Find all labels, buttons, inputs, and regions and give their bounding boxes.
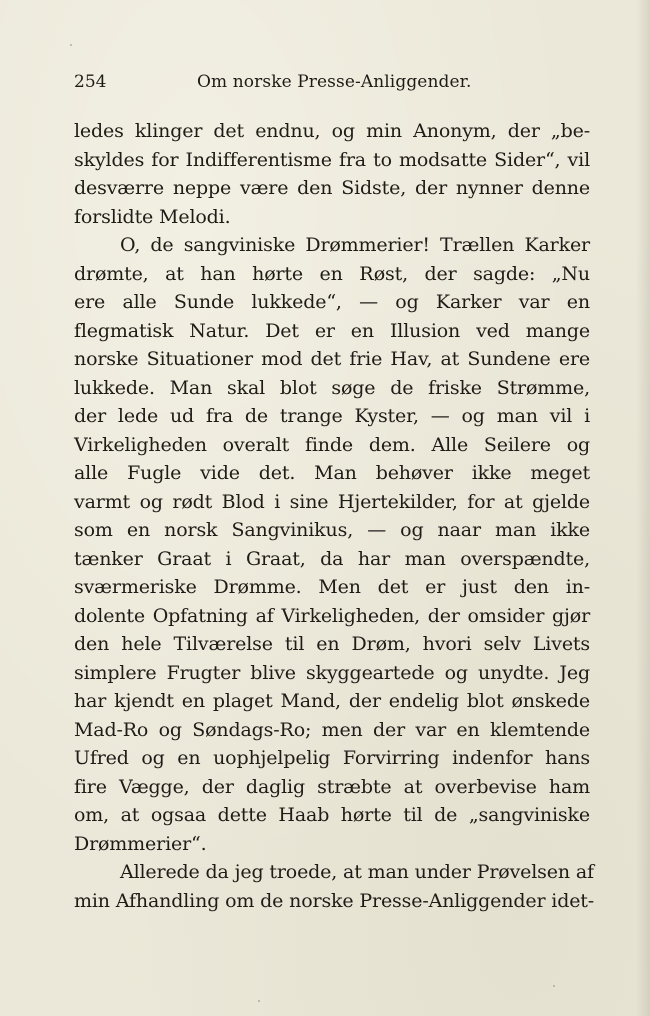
text-line: alle Fugle vide det. Man behøver ikke meget [74, 462, 590, 484]
text-line: O, de sangviniske Drømmerier! Trællen Karker [120, 234, 590, 256]
text-line: varmt og rødt Blod i sine Hjertekilder, for at gjelde [74, 490, 590, 513]
text-line: den hele Tilværelse til en Drøm, hvori selv Livets [74, 633, 590, 655]
paper-speck [70, 44, 72, 46]
text-line: tænker Graat i Graat, da har man overspændte, [74, 547, 590, 570]
text-line: har kjendt en plaget Mand, der endelig blot ønskede [74, 690, 590, 712]
text-line: om, at ogsaa dette Haab hørte til de „sangviniske [74, 804, 590, 826]
text-line: som en norsk Sangvinikus, — og naar man ikke [74, 519, 590, 541]
text-line: flegmatisk Natur. Det er en Illusion ved mange [74, 319, 590, 342]
text-line: skyldes for Indifferentisme fra to modsatte Sider“, vil [74, 148, 590, 171]
text-line: lukkede. Man skal blot søge de friske Strømme, [74, 376, 590, 399]
text-line: forslidte Melodi. [74, 205, 231, 228]
text-line: Ufred og en uophjelpelig Forvirring indenfor hans [74, 747, 590, 769]
text-line: Drømmerier“. [74, 832, 207, 855]
body-text [74, 117, 595, 915]
text-line: Allerede da jeg troede, at man under Prøvelsen af [120, 861, 594, 883]
page-number: 254 [74, 72, 107, 92]
running-title: Om norske Presse-Anliggender. [197, 72, 472, 92]
text-line: ledes klinger det endnu, og min Anonym, der „be- [74, 120, 590, 142]
text-line: Mad-Ro og Søndags-Ro; men der var en klemtende [74, 718, 590, 741]
paper-speck [553, 985, 555, 987]
text-line: Virkeligheden overalt finde dem. Alle Seilere og [74, 433, 590, 456]
text-line: desværre neppe være den Sidste, der nynner denne [74, 177, 590, 199]
text-line: fire Vægge, der daglig stræbte at overbevise ham [74, 775, 590, 798]
text-line: der lede ud fra de trange Kyster, — og man vil i [74, 405, 590, 427]
text-line: norske Situationer mod det frie Hav, at Sundene ere [74, 348, 590, 370]
text-line: drømte, at han hørte en Røst, der sagde: „Nu [74, 262, 590, 285]
paper-speck [258, 1000, 260, 1002]
text-line: simplere Frugter blive skyggeartede og unydte. Jeg [74, 661, 590, 684]
running-head [74, 70, 594, 94]
text-line: dolente Opfatning af Virkeligheden, der omsider gjør [74, 604, 590, 627]
text-line: min Afhandling om de norske Presse-Anliggender idet- [74, 889, 595, 912]
text-line: ere alle Sunde lukkede“, — og Karker var en [74, 291, 590, 313]
page-edge-shadow [636, 0, 650, 1016]
text-line: sværmeriske Drømme. Men det er just den in- [74, 576, 590, 598]
